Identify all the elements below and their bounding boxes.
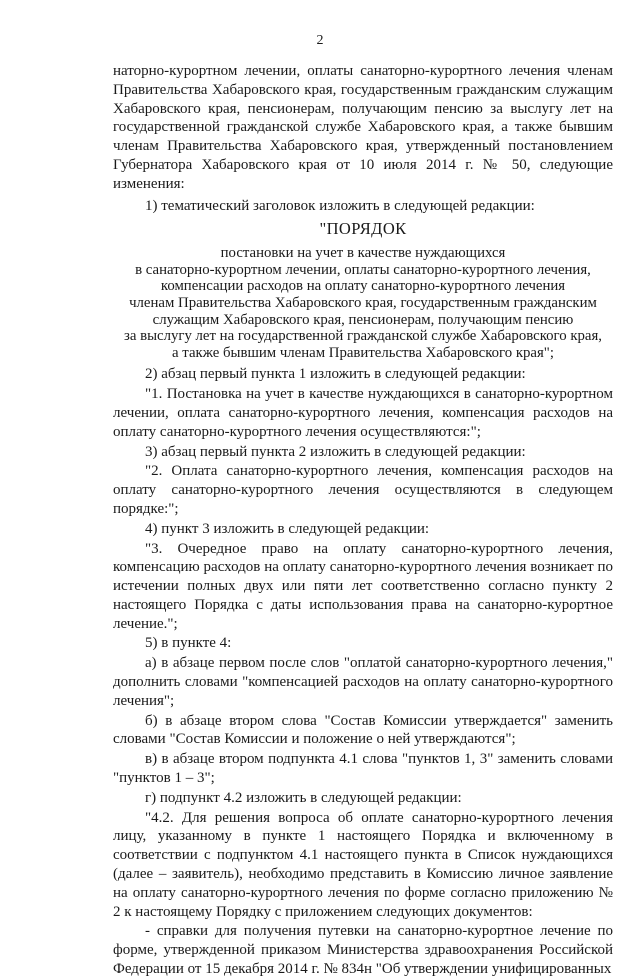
order-heading xyxy=(113,245,613,361)
item-1: 1) тематический заголовок изложить в следующей редакции: xyxy=(145,197,535,214)
heading-line: за выслугу лет на государственной гражданской службе Хабаровского края, xyxy=(123,328,602,345)
heading-line: а также бывшим членам Правительства Хабаровского края"; xyxy=(172,344,554,361)
item-4: 4) пункт 3 изложить в следующей редакции: xyxy=(145,520,430,537)
item-5v: в) в абзаце втором подпункта 4.1 слова "пунктов 1, 3" заменить словами "пунктов 1 – 3"; xyxy=(113,751,613,787)
order-title: "ПОРЯДОК xyxy=(319,219,407,239)
item-3-text: "2. Оплата санаторно-курортного лечения, компенсация расходов на оплату санаторно-курортного лечения осуществляются в следующем порядке:"; xyxy=(113,463,613,517)
item-3: 3) абзац первый пункта 2 изложить в следующей редакции: xyxy=(145,443,526,460)
heading-line: в санаторно-курортном лечении, оплаты санаторно-курортного лечения, xyxy=(135,261,591,278)
item-4-text: "3. Очередное право на оплату санаторно-курортного лечения, компенсацию расходов на оплату санаторно-курортного лечения возникает по истечении полных двух или пяти лет соответственно согласно пункту 2 настоящего Порядка с даты использования права на санаторно-курортное лечение."; xyxy=(113,540,613,632)
item-5: 5) в пункте 4: xyxy=(145,635,232,652)
item-4-2-text: "4.2. Для решения вопроса об оплате санаторно-курортного лечения лицу, указанному в пункте 1 настоящего Порядка и включенному в соответствии с подпунктом 4.1 настоящего пункта в Список нуждающихся (далее – заявитель), необходимо представить в Комиссию личное заявление на оплату санаторно-курортного лечения по форме согласно приложению № 2 к настоящему Порядку с приложением следующих документов: xyxy=(113,809,613,920)
page-number: 2 xyxy=(316,33,324,48)
heading-line: постановки на учет в качестве нуждающихся xyxy=(220,245,506,262)
item-2-text: "1. Постановка на учет в качестве нуждающихся в санаторно-курортном лечении, оплата санаторно-курортного лечения, компенсация расходов на оплату санаторно-курортного лечения осуществляются:"; xyxy=(113,386,613,440)
heading-line: членам Правительства Хабаровского края, государственным гражданским xyxy=(129,294,597,311)
intro-paragraph: наторно-курортном лечении, оплаты санаторно-курортного лечения членам Правительства Хабаровского края, государственным гражданским служащим Хабаровского края, пенсионерам, получающим пенсию за выслугу лет на государственной гражданской службе Хабаровского края, а также бывшим членам Правительства Хабаровского края, утвержденный постановлением Губернатора Хабаровского края от 10 июля 2014 г. № 50, следующие изменения: xyxy=(113,63,613,192)
documents-list-item: - справки для получения путевки на санаторно-курортное лечение по форме, утвержденной приказом Министерства здравоохранения Российской Федерации от 15 декабря 2014 г. № 834н "Об утверждении унифицированных xyxy=(113,923,613,978)
heading-line: служащим Хабаровского края, пенсионерам, получающим пенсию xyxy=(152,311,574,328)
item-5a: а) в абзаце первом после слов "оплатой санаторно-курортного лечения," дополнить словами "компенсацией расходов на оплату санаторно-курортного лечения"; xyxy=(113,655,613,709)
item-2: 2) абзац первый пункта 1 изложить в следующей редакции: xyxy=(145,366,526,383)
item-5b: б) в абзаце втором слова "Состав Комиссии утверждается" заменить словами "Состав Комиссии и положение о ней утверждаются"; xyxy=(113,712,613,748)
heading-line: компенсации расходов на оплату санаторно-курортного лечения xyxy=(160,278,566,295)
document-body xyxy=(113,62,613,980)
item-5g: г) подпункт 4.2 изложить в следующей редакции: xyxy=(145,789,462,806)
